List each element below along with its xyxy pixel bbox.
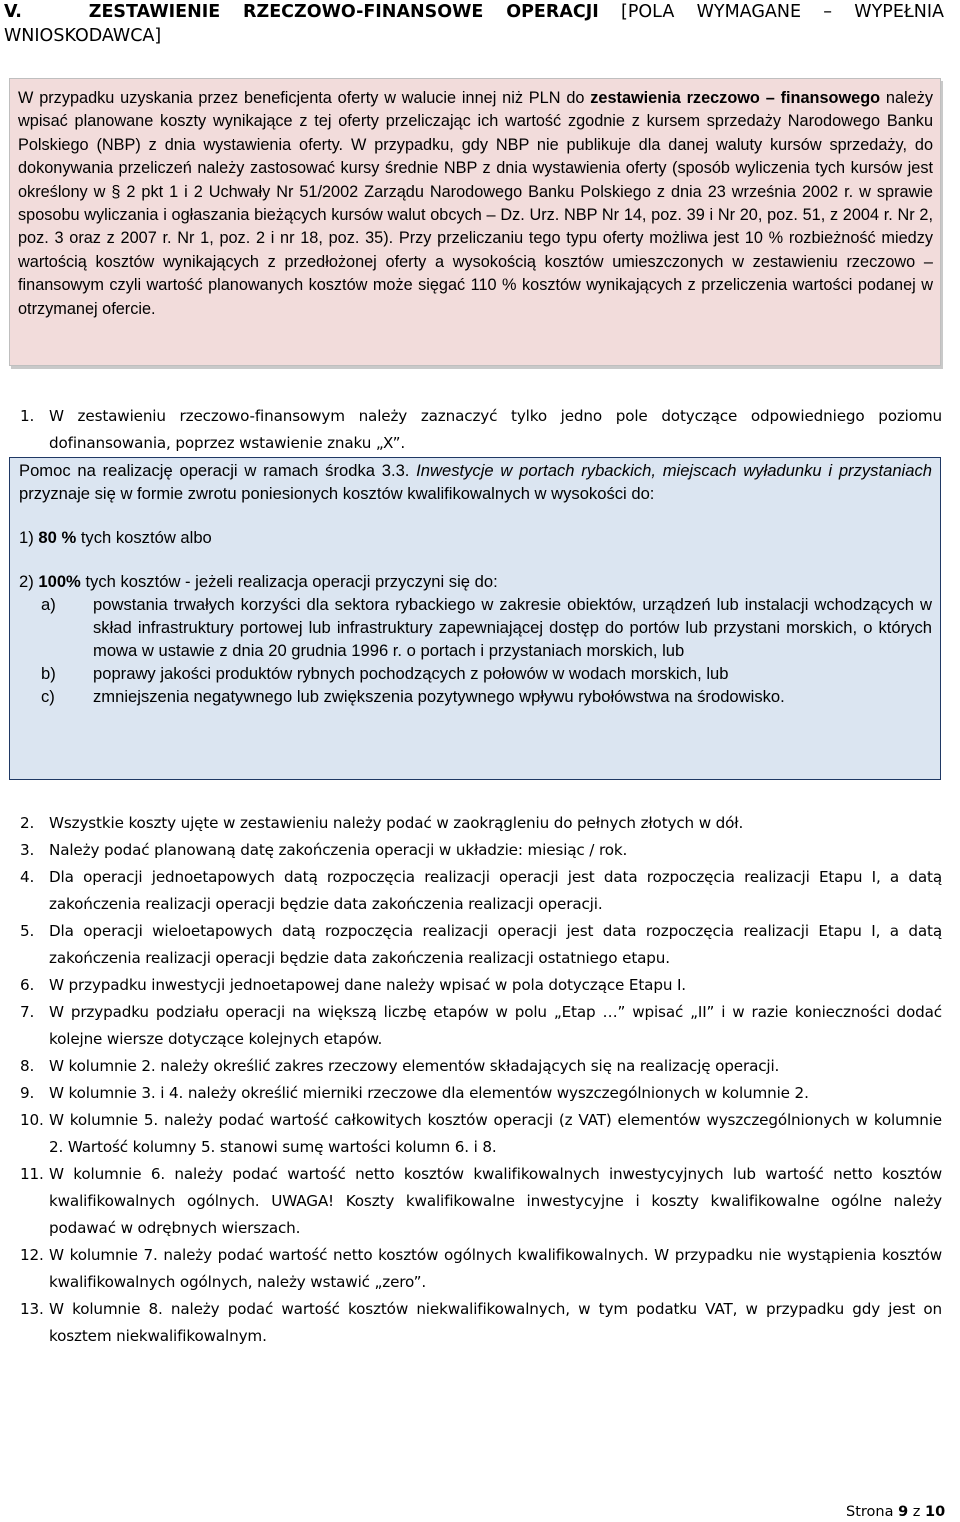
section-number: V.	[4, 2, 22, 22]
list-item-text: W kolumnie 7. należy podać wartość netto kosztów ogólnych kwalifikowalnych. W przypadku nie wystąpienia kosztów kwalifikowalnych ogólnych, należy wstawić „zero”.	[49, 1246, 942, 1291]
list-item	[20, 1242, 942, 1296]
option-2-number: 2)	[19, 572, 39, 591]
condition-a	[19, 593, 932, 662]
list-item-text: Należy podać planowaną datę zakończenia operacji w układzie: miesiąc / rok.	[49, 841, 628, 859]
list-item-number: 11.	[20, 1165, 44, 1183]
list-item-number: 7.	[20, 1003, 35, 1021]
instruction-list	[20, 810, 942, 1350]
page-label: Strona	[846, 1504, 899, 1520]
list-item-number: 2.	[20, 814, 35, 832]
aid-intro-measure: Inwestycje w portach rybackich, miejscach wyładunku i przystaniach	[416, 461, 932, 480]
condition-a-letter: a)	[41, 595, 56, 614]
list-item-text: W przypadku inwestycji jednoetapowej dane należy wpisać w pola dotyczące Etapu I.	[49, 976, 686, 994]
currency-note-bold: zestawienia rzeczowo – finansowego	[590, 89, 881, 107]
condition-b-letter: b)	[41, 664, 56, 683]
list-item-text: Wszystkie koszty ujęte w zestawieniu należy podać w zaokrągleniu do pełnych złotych w dół.	[49, 814, 744, 832]
list-item	[20, 403, 942, 457]
list-item	[20, 1161, 942, 1242]
condition-c	[19, 685, 932, 708]
list-item-text: Dla operacji jednoetapowych datą rozpoczęcia realizacji operacji jest data rozpoczęcia realizacji Etapu I, a datą zakończenia realizacji operacji będzie data zakończenia realizacji operacji.	[49, 868, 942, 913]
option-2-text: tych kosztów - jeżeli realizacja operacji przyczyni się do:	[80, 572, 498, 591]
list-item-text: W kolumnie 5. należy podać wartość całkowitych kosztów operacji (z VAT) elementów wyszczególnionych w kolumnie 2. Wartość kolumny 5. stanowi sumę wartości kolumn 6. i 8.	[49, 1111, 942, 1156]
condition-b	[19, 662, 932, 685]
list-item	[20, 837, 942, 864]
list-item-number: 4.	[20, 868, 35, 886]
list-item-number: 6.	[20, 976, 35, 994]
condition-c-letter: c)	[41, 687, 55, 706]
section-note: [POLA WYMAGANE – WYPEŁNIA	[621, 2, 944, 22]
list-item-number: 8.	[20, 1057, 35, 1075]
list-item	[20, 810, 942, 837]
list-item-text: W kolumnie 8. należy podać wartość kosztów niekwalifikowalnych, w tym podatku VAT, w przypadku gdy jest on kosztem niekwalifikowalnym.	[49, 1300, 942, 1345]
condition-c-text: zmniejszenia negatywnego lub zwiększenia pozytywnego wpływu rybołówstwa na środowisko.	[93, 687, 785, 706]
list-item-text: Dla operacji wieloetapowych datą rozpoczęcia realizacji operacji jest data rozpoczęcia realizacji Etapu I, a datą zakończenia realizacji operacji będzie data zakończenia realizacji ostatniego etapu.	[49, 922, 942, 967]
list-item-number: 9.	[20, 1084, 35, 1102]
list-item	[20, 918, 942, 972]
page-total: 10	[925, 1504, 946, 1520]
list-item-number: 12.	[20, 1246, 44, 1264]
list-item-text: W zestawieniu rzeczowo-finansowym należy zaznaczyć tylko jedno pole dotyczące odpowiedniego poziomu dofinansowania, poprzez wstawienie znaku „X”.	[49, 407, 942, 452]
list-item-number: 13.	[20, 1300, 44, 1318]
condition-b-text: poprawy jakości produktów rybnych pochodzących z połowów w wodach morskich, lub	[93, 664, 729, 683]
list-item-text: W przypadku podziału operacji na większą liczbę etapów w polu „Etap …” wpisać „II” i w razie konieczności dodać kolejne wiersze dotyczące kolejnych etapów.	[49, 1003, 942, 1048]
list-item	[20, 864, 942, 918]
list-item-number: 1.	[20, 407, 35, 425]
section-title: ZESTAWIENIE RZECZOWO-FINANSOWE OPERACJI	[88, 2, 599, 22]
list-item	[20, 1053, 942, 1080]
page-footer	[846, 1503, 945, 1521]
list-item-text: W kolumnie 6. należy podać wartość netto kosztów kwalifikowalnych inwestycyjnych lub wartość netto kosztów kwalifikowalnych ogólnych. UWAGA! Koszty kwalifikowalne inwestycyjne i koszty kwalifikowalne ogólne należy podawać w odrębnych wierszach.	[49, 1165, 942, 1237]
funding-level-box	[9, 457, 941, 780]
list-item-text: W kolumnie 3. i 4. należy określić mierniki rzeczowe dla elementów wyszczególnionych w kolumnie 2.	[49, 1084, 809, 1102]
list-item-number: 10.	[20, 1111, 44, 1129]
list-item	[20, 1296, 942, 1350]
option-1-percent: 80 %	[38, 528, 77, 547]
list-item	[20, 1107, 942, 1161]
aid-intro-text-2: przyznaje się w formie zwrotu poniesionych kosztów kwalifikowalnych w wysokości do:	[19, 484, 655, 503]
list-item	[20, 999, 942, 1053]
section-note-line2: WNIOSKODAWCA]	[4, 26, 162, 46]
option-1-text: tych kosztów albo	[76, 528, 212, 547]
currency-conversion-note	[9, 78, 941, 366]
list-item-number: 5.	[20, 922, 35, 940]
aid-intro-text: Pomoc na realizację operacji w ramach środka 3.3.	[19, 461, 417, 480]
option-1-number: 1)	[19, 528, 39, 547]
list-item-number: 3.	[20, 841, 35, 859]
list-item	[20, 972, 942, 999]
option-2-percent: 100%	[38, 572, 81, 591]
list-item-text: W kolumnie 2. należy określić zakres rzeczowy elementów składających się na realizację operacji.	[49, 1057, 780, 1075]
section-heading	[4, 0, 944, 48]
page-number: 9	[898, 1504, 909, 1520]
condition-a-text: powstania trwałych korzyści dla sektora rybackiego w zakresie obiektów, urządzeń lub instalacji wchodzących w skład infrastruktury portowej lub infrastruktury zapewniającej dostęp do portów lub przystani morskich, o których mowa w ustawie z dnia 20 grudnia 1996 r. o portach i przystaniach morskich, lub	[93, 595, 932, 660]
currency-note-text-1: W przypadku uzyskania przez beneficjenta oferty w walucie innej niż PLN do	[18, 89, 591, 107]
page-separator: z	[908, 1504, 926, 1520]
list-item	[20, 1080, 942, 1107]
currency-note-text-2: należy wpisać planowane koszty wynikające z tej oferty przeliczając ich wartość zgodnie z kursem sprzedaży Narodowego Banku Polskiego (NBP) z dnia wystawienia oferty. W przypadku, gdy NBP nie publikuje dla danej waluty kursów sprzedaży, do dokonywania przeliczeń należy zastosować kursy średnie NBP z dnia wystawienia oferty (sposób wyliczenia tych kursów jest określony w § 2 pkt 1 i 2 Uchwały Nr 51/2002 Zarządu Narodowego Banku Polskiego z dnia 23 września 2002 r. w sprawie sposobu wyliczania i ogłaszania bieżących kursów walut obcych – Dz. Urz. NBP Nr 14, poz. 39 i Nr 20, poz. 51, z 2004 r. Nr 2, poz. 3 oraz z 2007 r. Nr 1, poz. 2 i nr 18, poz. 35). Przy przeliczaniu tego typu oferty możliwa jest 10 % rozbieżność miedzy wartością kosztów wynikających z przedłożonej oferty a wysokością kosztów umieszczonych w zestawieniu rzeczowo – finansowym czyli wartość planowanych kosztów może sięgać 110 % kosztów wynikających z przeliczenia wartości podanej w otrzymanej ofercie.	[18, 89, 933, 318]
instruction-list-top	[20, 403, 942, 457]
